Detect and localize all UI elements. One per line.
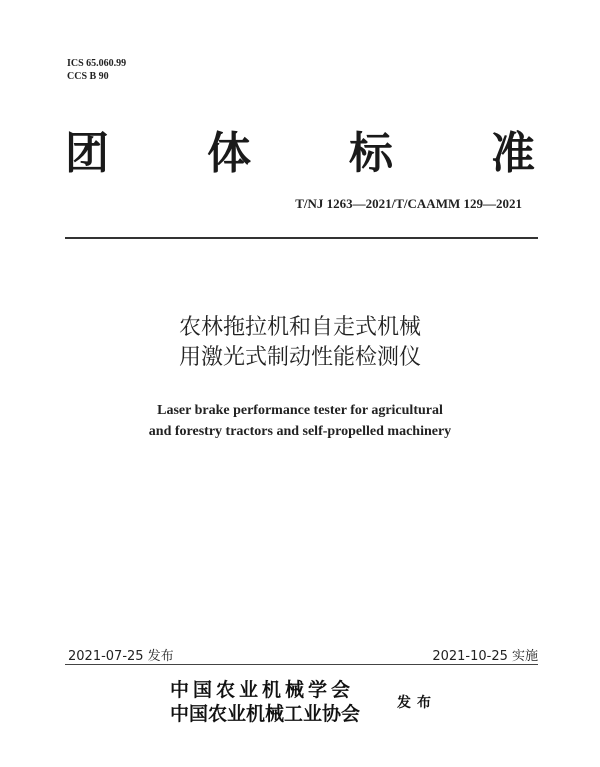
footer-divider xyxy=(65,664,538,665)
english-title-line-1: Laser brake performance tester for agricultural xyxy=(157,403,443,418)
publish-label: 发布 xyxy=(397,695,437,711)
english-title-line-2: and forestry tractors and self-propelled machinery xyxy=(148,424,452,439)
chinese-title xyxy=(0,313,600,373)
classification-block xyxy=(67,57,126,83)
standard-number: T/NJ 1263—2021/T/CAAMM 129—2021 xyxy=(295,196,522,211)
title-char-3: 标 xyxy=(349,128,393,179)
title-char-4: 准 xyxy=(491,128,535,179)
ics-code: ICS 65.060.99 xyxy=(67,58,127,69)
english-title xyxy=(0,400,600,442)
effective-date: 2021-10-25 实施 xyxy=(432,649,538,664)
document-category-title xyxy=(65,128,535,180)
header-divider xyxy=(65,237,538,239)
title-char-1: 团 xyxy=(65,128,109,179)
publisher-organizations xyxy=(170,678,360,726)
title-char-2: 体 xyxy=(207,128,251,179)
issue-date: 2021-07-25 发布 xyxy=(68,649,174,664)
publisher-org-2: 中国农业机械工业协会 xyxy=(170,703,361,725)
publisher-org-1: 中国农业机械学会 xyxy=(170,679,355,701)
chinese-title-line-2: 用激光式制动性能检测仪 xyxy=(178,345,421,370)
ccs-code: CCS B 90 xyxy=(67,71,109,82)
chinese-title-line-1: 农林拖拉机和自走式机械 xyxy=(178,315,421,340)
